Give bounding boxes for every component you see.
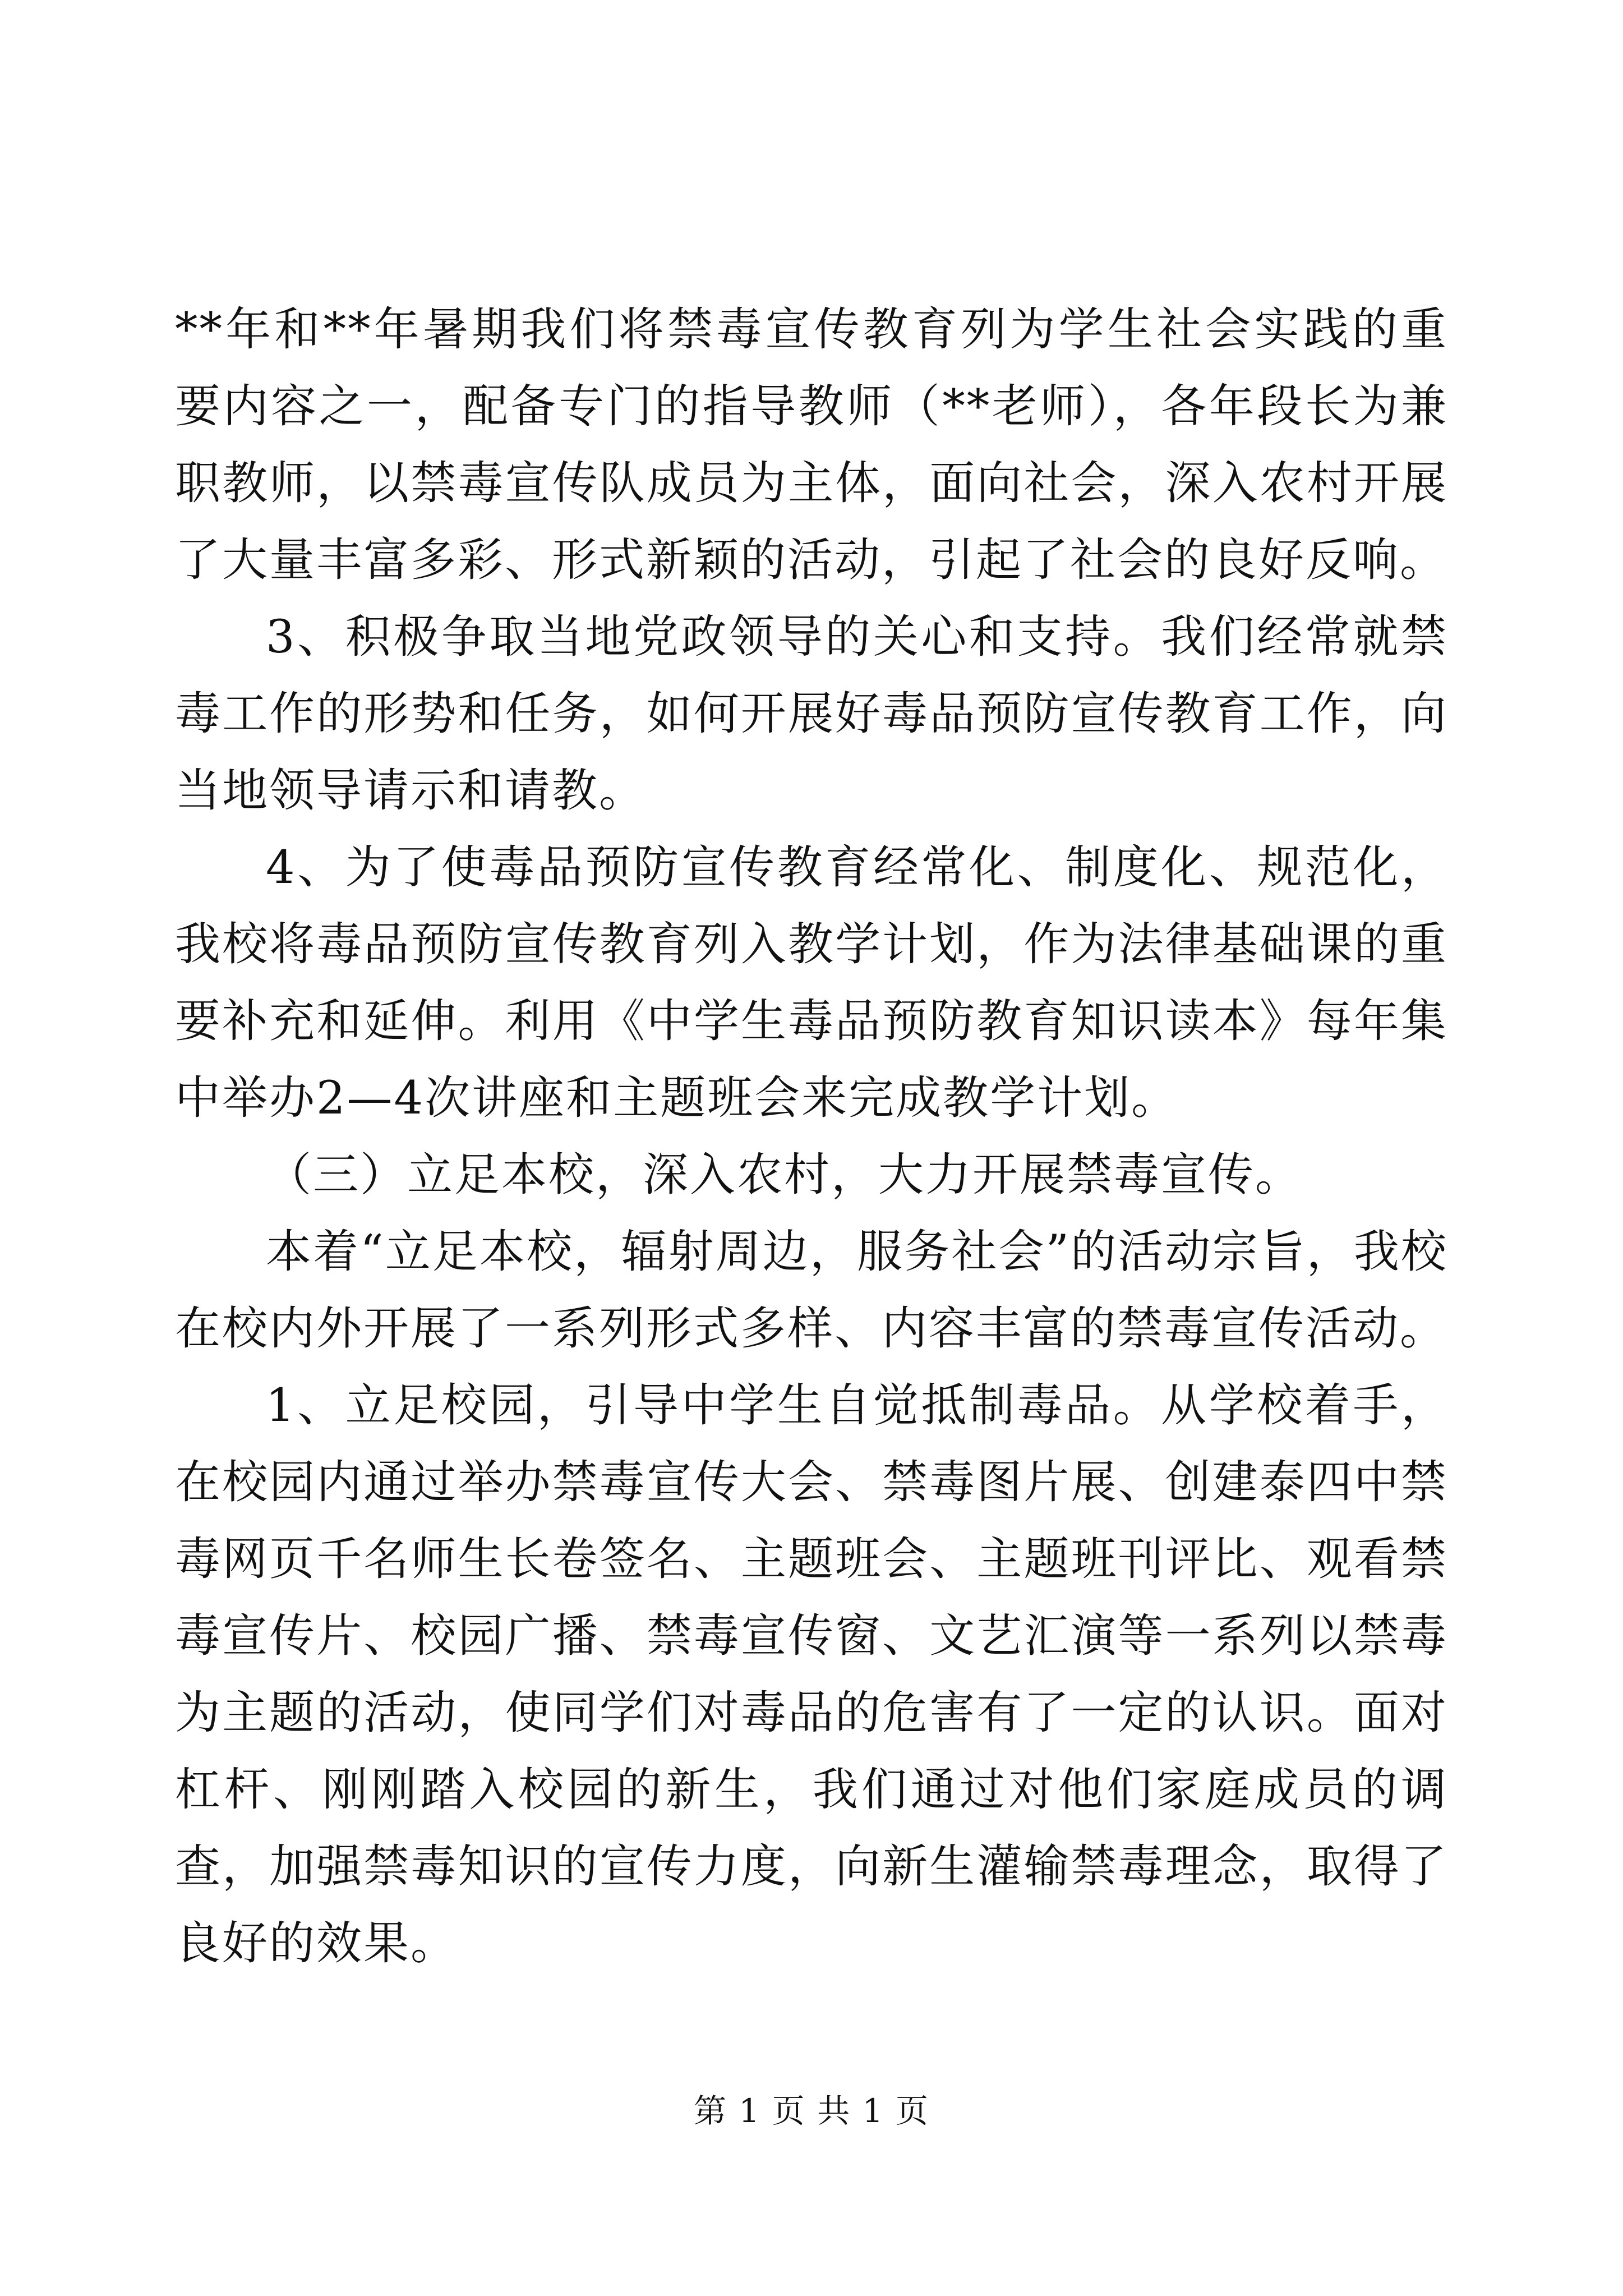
section-heading-3: （三）立足本校，深入农村，大力开展禁毒宣传。	[266, 1149, 1303, 1202]
paragraph-continuation: **年和**年暑期我们将禁毒宣传教育列为学生社会实践的重要内容之一，配备专门的指导教师（**老师），各年段长为兼职教师，以禁毒宣传队成员为主体，面向社会，深入农村开展了大量丰富多彩、形式新颖的活动，引起了社会的良好反响。	[175, 303, 1448, 587]
page-footer: 第 1 页 共 1 页	[694, 2092, 929, 2130]
paragraph-item-4: 4、为了使毒品预防宣传教育经常化、制度化、规范化，我校将毒品预防宣传教育列入教学计划，作为法律基础课的重要补充和延伸。利用《中学生毒品预防教育知识读本》每年集中举办2—4次讲座和主题班会来完成教学计划。	[175, 841, 1448, 1125]
paragraph-item-1: 1、立足校园，引导中学生自觉抵制毒品。从学校着手，在校园内通过举办禁毒宣传大会、禁毒图片展、创建泰四中禁毒网页千名师生长卷签名、主题班会、主题班刊评比、观看禁毒宣传片、校园广播、禁毒宣传窗、文艺汇演等一系列以禁毒为主题的活动，使同学们对毒品的危害有了一定的认识。面对杠杆、刚刚踏入校园的新生，我们通过对他们家庭成员的调查，加强禁毒知识的宣传力度，向新生灌输禁毒理念，取得了良好的效果。	[175, 1379, 1448, 1970]
paragraph-item-3: 3、积极争取当地党政领导的关心和支持。我们经常就禁毒工作的形势和任务，如何开展好毒品预防宣传教育工作，向当地领导请示和请教。	[175, 611, 1448, 817]
paragraph-intro: 本着“立足本校，辐射周边，服务社会”的活动宗旨，我校在校内外开展了一系列形式多样、内容丰富的禁毒宣传活动。	[175, 1226, 1448, 1355]
document-body	[175, 292, 1448, 1982]
